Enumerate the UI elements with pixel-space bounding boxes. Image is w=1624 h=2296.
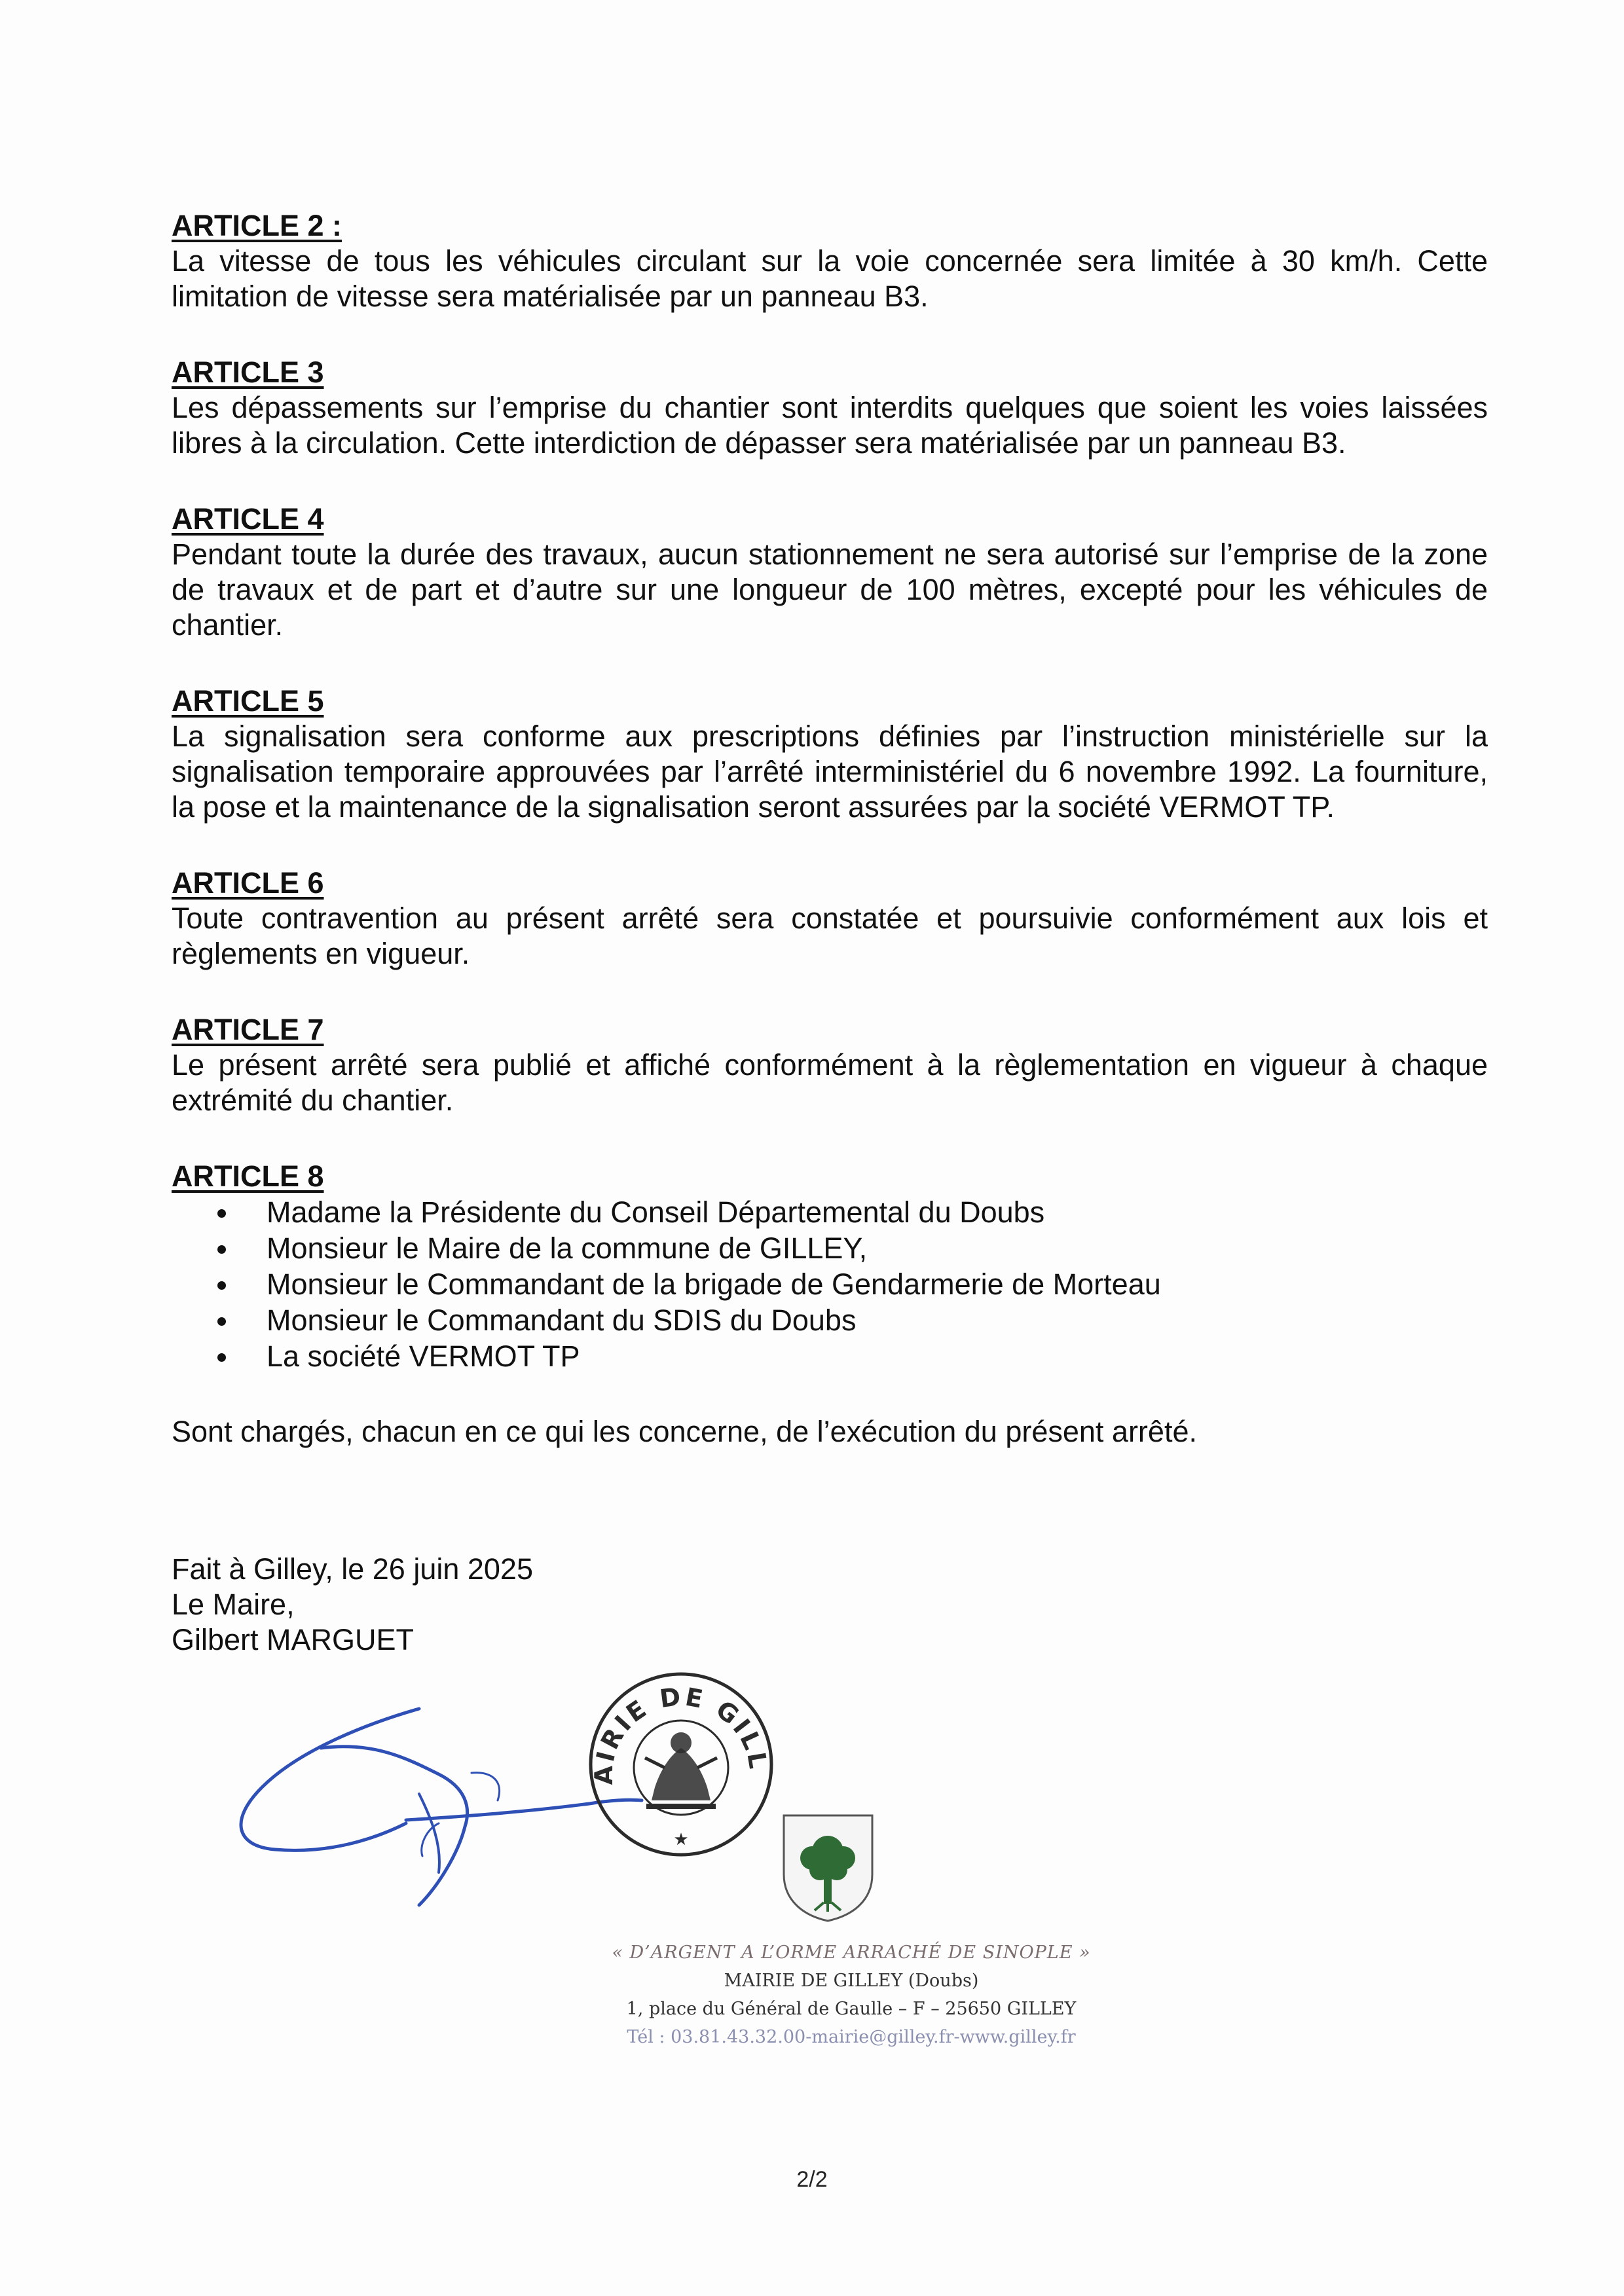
article-title: ARTICLE 6: [172, 866, 324, 900]
svg-text:★: ★: [673, 1830, 689, 1850]
signatory-role: Le Maire,: [172, 1588, 295, 1621]
place-date: Fait à Gilley, le 26 juin 2025: [172, 1552, 533, 1586]
article-body: Le présent arrêté sera publié et affiché conformément à la règlementation en vigueur à chaque extrémité du chantier.: [172, 1048, 1488, 1117]
article-8: [172, 1159, 1488, 1374]
mairie-name: MAIRIE DE GILLEY (Doubs): [724, 1971, 979, 1991]
mairie-stamp: [586, 1669, 776, 1859]
closing-text: Sont chargés, chacun en ce qui les concerne, de l’exécution du présent arrêté.: [172, 1415, 1197, 1448]
page-number: 2/2: [796, 2167, 828, 2192]
list-item: La société VERMOT TP: [172, 1338, 1488, 1374]
article-body: Toute contravention au présent arrêté sera constatée et poursuivie conformément aux lois et règlements en vigueur.: [172, 902, 1488, 970]
mairie-contact: Tél : 03.81.43.32.00-mairie@gilley.fr-www.gilley.fr: [627, 2027, 1076, 2047]
article-title: ARTICLE 2 :: [172, 209, 342, 242]
article-body: La signalisation sera conforme aux prescriptions définies par l’instruction ministérielle sur la signalisation temporaire approuvées par l’arrêté interministériel du 6 novembre 1992. La fourniture, la pose et la maintenance de la signalisation seront assurées par la société VERMOT TP.: [172, 720, 1488, 824]
article-5: [172, 683, 1488, 825]
recipient-list: [172, 1194, 1488, 1374]
article-6: [172, 866, 1488, 972]
signatory-name: Gilbert MARGUET: [172, 1623, 415, 1656]
signoff-block: [172, 1552, 1488, 1658]
article-title: ARTICLE 7: [172, 1013, 324, 1046]
article-7: [172, 1012, 1488, 1118]
motto-text: « D’ARGENT A L’ORME ARRACHÉ DE SINOPLE »: [612, 1942, 1091, 1963]
coat-of-arms-icon: [781, 1812, 876, 1923]
list-item: Monsieur le Maire de la commune de GILLEY,: [172, 1230, 1488, 1266]
article-3: [172, 355, 1488, 461]
mairie-address: 1, place du Général de Gaulle – F – 25650 GILLEY: [626, 1999, 1077, 2019]
stamp-seal-icon: [586, 1669, 776, 1859]
article-body: Pendant toute la durée des travaux, aucun stationnement ne sera autorisé sur l’emprise de la zone de travaux et de part et d’autre sur une longueur de 100 mètres, excepté pour les véhicules de chantier.: [172, 538, 1488, 642]
closing-sentence: [172, 1414, 1488, 1449]
article-2: [172, 208, 1488, 314]
list-item: Monsieur le Commandant du SDIS du Doubs: [172, 1302, 1488, 1338]
list-item: Monsieur le Commandant de la brigade de Gendarmerie de Morteau: [172, 1266, 1488, 1302]
list-item: Madame la Présidente du Conseil Départemental du Doubs: [172, 1194, 1488, 1230]
article-title: ARTICLE 5: [172, 684, 324, 718]
article-title: ARTICLE 4: [172, 502, 324, 536]
article-body: Les dépassements sur l’emprise du chantier sont interdits quelques que soient les voies laissées libres à la circulation. Cette interdiction de dépasser sera matérialisée par un panneau B3.: [172, 391, 1488, 460]
article-4: [172, 501, 1488, 643]
article-body: La vitesse de tous les véhicules circulant sur la voie concernée sera limitée à 30 km/h. Cette limitation de vitesse sera matérialisée par un panneau B3.: [172, 244, 1488, 313]
svg-text:MAIRIE DE GILLEY: AIRIE DE GILL: [589, 1681, 773, 1785]
article-title: ARTICLE 3: [172, 355, 324, 389]
article-title: ARTICLE 8: [172, 1159, 324, 1193]
